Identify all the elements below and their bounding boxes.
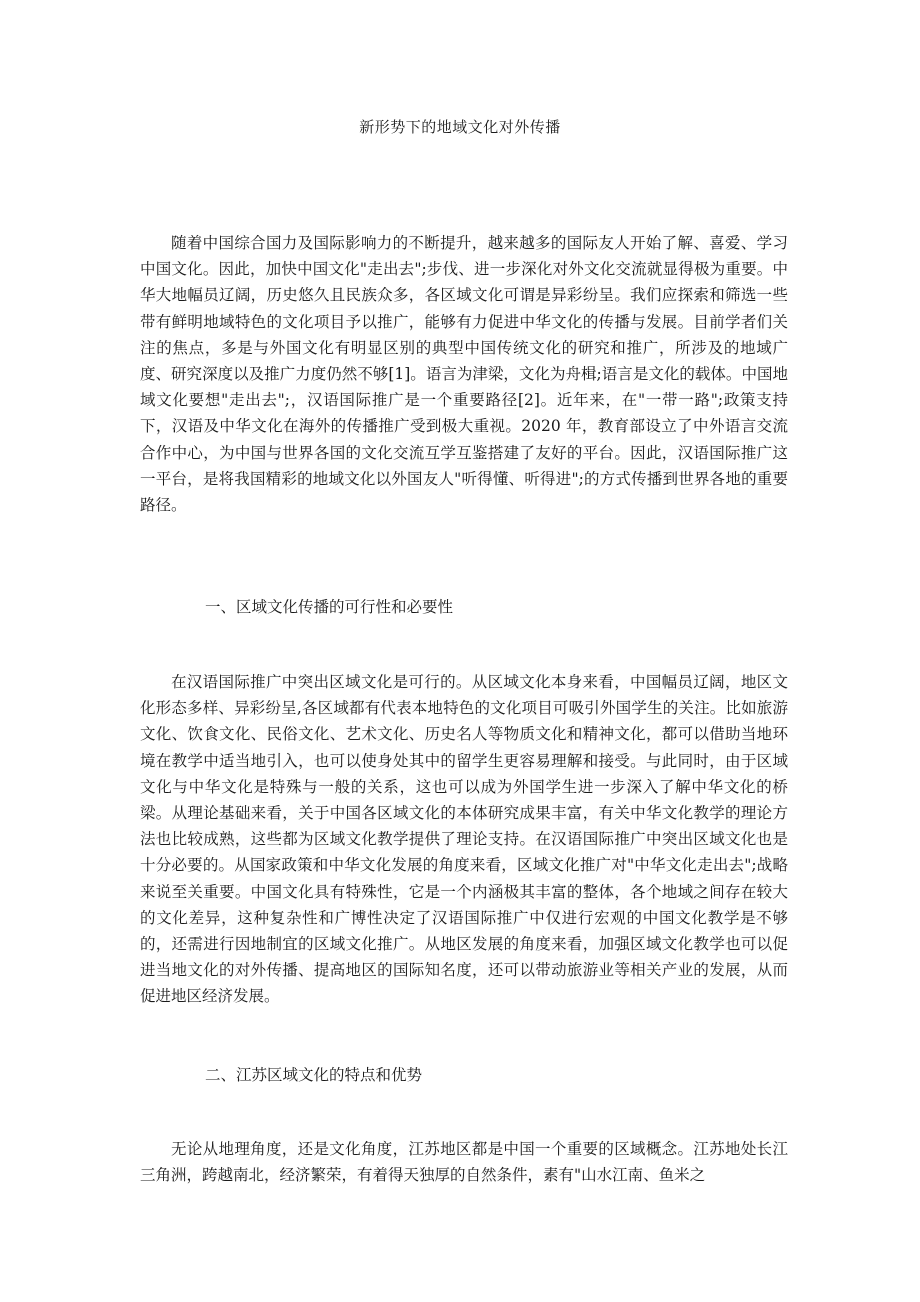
intro-paragraph: 随着中国综合国力及国际影响力的不断提升，越来越多的国际友人开始了解、喜爱、学习中国文化。因此，加快中国文化"走出去";步伐、进一步深化对外文化交流就显得极为重要。中华大地幅员辽阔，历史悠久且民族众多，各区域文化可谓是异彩纷呈。我们应探索和筛选一些带有鲜明地域特色的文化项目予以推广，能够有力促进中华文化的传播与发展。目前学者们关注的焦点，多是与外国文化有明显区别的典型中国传统文化的研究和推广，所涉及的地域广度、研究深度以及推广力度仍然不够[1]。语言为津梁，文化为舟楫;语言是文化的载体。中国地域文化要想"走出去";，汉语国际推广是一个重要路径[2]。近年来，在"一带一路";政策支持下，汉语及中华文化在海外的传播推广受到极大重视。2020 年，教育部设立了中外语言交流合作中心，为中国与世界各国的文化交流互学互鉴搭建了友好的平台。因此，汉语国际推广这一平台，是将我国精彩的地域文化以外国友人"听得懂、听得进";的方式传播到世界各地的重要路径。 (140, 234, 788, 515)
section-2-heading: 二、江苏区域文化的特点和优势 (205, 1066, 423, 1084)
document-title: 新形势下的地域文化对外传播 (359, 118, 561, 136)
section-1-heading: 一、区域文化传播的可行性和必要性 (205, 598, 454, 616)
section-1-paragraph: 在汉语国际推广中突出区域文化是可行的。从区域文化本身来看，中国幅员辽阔，地区文化形态多样、异彩纷呈,各区域都有代表本地特色的文化项目可吸引外国学生的关注。比如旅游文化、饮食文化、民俗文化、艺术文化、历史名人等物质文化和精神文化，都可以借助当地环境在教学中适当地引入，也可以使身处其中的留学生更容易理解和接受。与此同时，由于区域文化与中华文化是特殊与一般的关系，这也可以成为外国学生进一步深入了解中华文化的桥梁。从理论基础来看，关于中国各区域文化的本体研究成果丰富，有关中华文化教学的理论方法也比较成熟，这些都为区域文化教学提供了理论支持。在汉语国际推广中突出区域文化也是十分必要的。从国家政策和中华文化发展的角度来看，区域文化推广对"中华文化走出去";战略来说至关重要。中国文化具有特殊性，它是一个内涵极其丰富的整体，各个地域之间存在较大的文化差异，这种复杂性和广博性决定了汉语国际推广中仅进行宏观的中国文化教学是不够的，还需进行因地制宜的区域文化推广。从地区发展的角度来看，加强区域文化教学也可以促进当地文化的对外传播、提高地区的国际知名度，还可以带动旅游业等相关产业的发展，从而促进地区经济发展。 (140, 673, 788, 1006)
section-2-paragraph: 无论从地理角度，还是文化角度，江苏地区都是中国一个重要的区域概念。江苏地处长江三角洲，跨越南北，经济繁荣，有着得天独厚的自然条件，素有"山水江南、鱼米之 (140, 1140, 788, 1185)
